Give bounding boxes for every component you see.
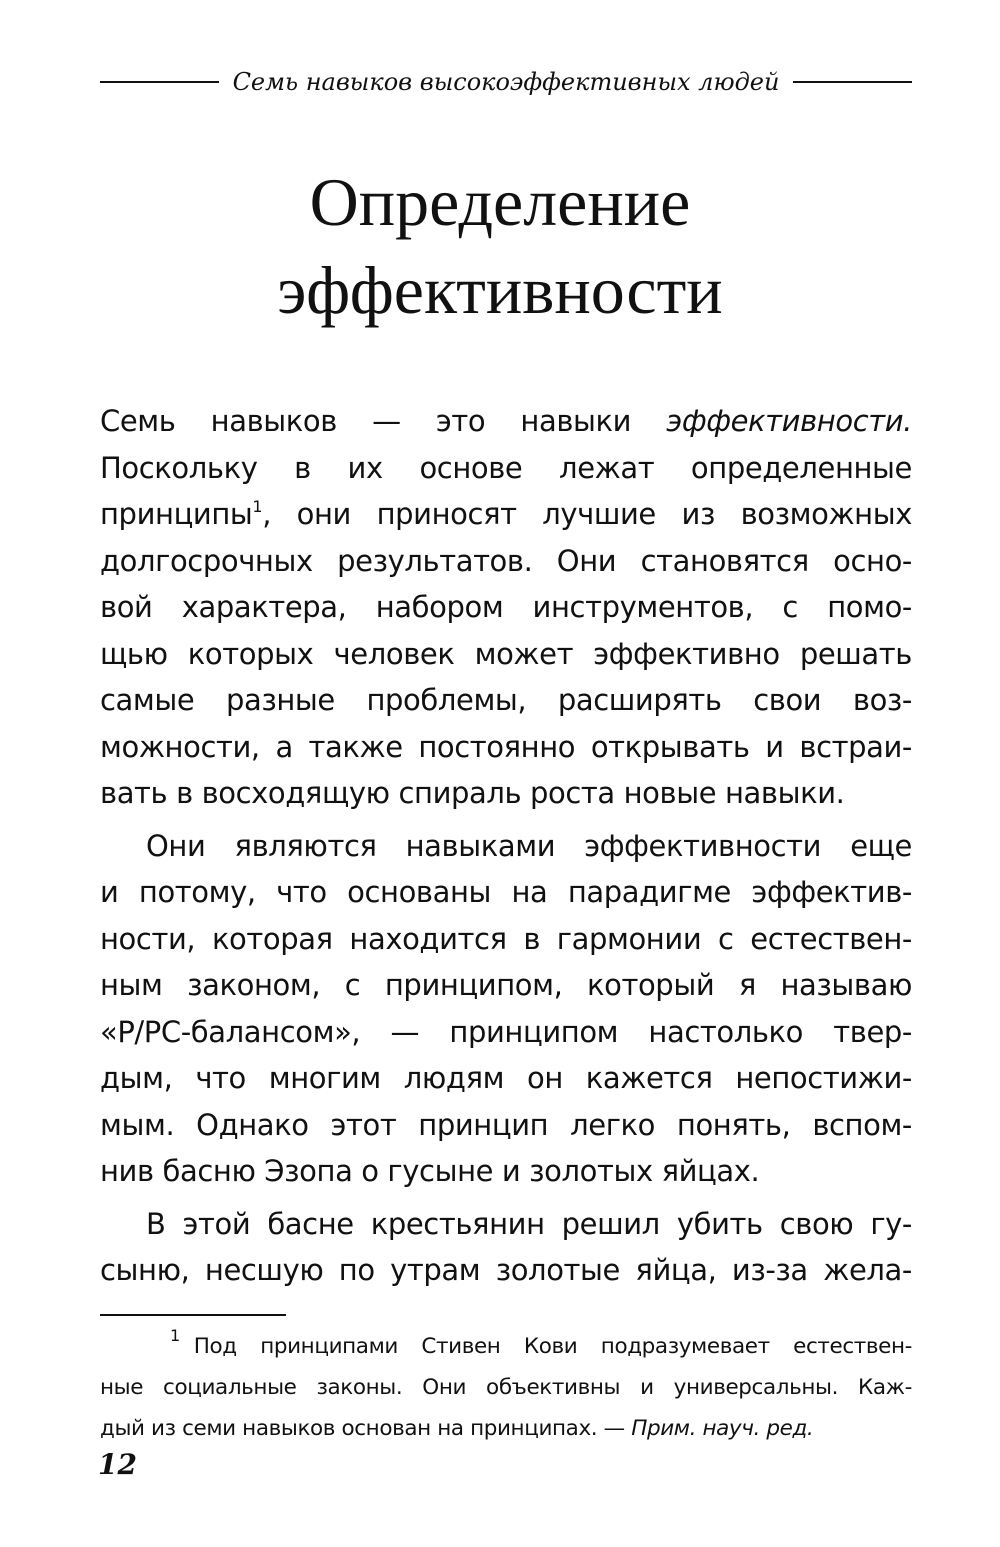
- line-text: «P/PC-балансом», — принципом настолько твер-: [100, 1014, 912, 1049]
- emphasis-text: эффективности.: [666, 404, 912, 438]
- line-text: щью которых человек может эффективно решать: [100, 636, 912, 671]
- page-number: 12: [98, 1448, 137, 1481]
- chapter-title: [0, 158, 1000, 334]
- line-text: ным законом, с принципом, который я называю: [100, 968, 912, 1002]
- line-text: вать в восходящую спираль роста новые навыки.: [100, 776, 845, 810]
- line-text: вой характера, набором инструментов, с помо-: [100, 590, 912, 624]
- paragraph: [100, 823, 912, 1195]
- line-text: и потому, что основаны на парадигме эффектив-: [100, 875, 912, 909]
- text-line: [100, 445, 912, 492]
- footnote-text: ные социальные законы. Они объективны и универсальны. Каж-: [100, 1375, 912, 1400]
- line-text: Семь навыков — это навыки: [100, 404, 667, 438]
- text-line: [100, 491, 912, 538]
- footnote-line: [100, 1367, 912, 1408]
- header-rule-left: [100, 81, 219, 83]
- footnote-line: [100, 1408, 912, 1449]
- text-line: [100, 770, 912, 817]
- line-text: ности, которая находится в гармонии с естествен-: [100, 921, 912, 956]
- footnote-reference: 1: [252, 497, 263, 516]
- running-header: [100, 68, 912, 96]
- running-title: Семь навыков высокоэффективных людей: [232, 68, 780, 96]
- footnote: [100, 1326, 912, 1449]
- text-line: [100, 1055, 912, 1102]
- text-line: [100, 1009, 912, 1056]
- chapter-title-line: эффективности: [277, 252, 723, 328]
- text-line: [100, 538, 912, 585]
- text-line: [100, 1102, 912, 1149]
- line-text: Поскольку в их основе лежат определенные: [100, 450, 912, 485]
- text-line: [100, 1201, 912, 1248]
- line-text: , они приносят лучшие из возможных: [262, 497, 912, 531]
- text-line: [100, 677, 912, 724]
- text-line: [100, 1148, 912, 1195]
- text-line: [100, 869, 912, 916]
- line-text: можности, а также постоянно открывать и встраи-: [100, 729, 912, 764]
- footnote-line: [100, 1326, 912, 1367]
- line-text: Они являются навыками эффективности еще: [146, 828, 912, 863]
- text-line: [100, 724, 912, 771]
- line-text: В этой басне крестьянин решил убить свою гу-: [146, 1206, 912, 1241]
- chapter-title-line: Определение: [309, 164, 691, 240]
- footnote-attribution: Прим. науч. ред.: [631, 1416, 814, 1441]
- line-text: нив басню Эзопа о гусыне и золотых яйцах.: [100, 1154, 760, 1188]
- footnote-text: Под принципами Стивен Кови подразумевает естествен-: [193, 1334, 912, 1359]
- line-text: самые разные проблемы, расширять свои воз-: [100, 683, 912, 717]
- text-line: [100, 823, 912, 870]
- line-text: принципы: [100, 497, 253, 531]
- footnote-text: дый из семи навыков основан на принципах. —: [100, 1416, 632, 1441]
- text-line: [100, 962, 912, 1009]
- text-line: [100, 1247, 912, 1294]
- text-line: [100, 916, 912, 963]
- paragraph: [100, 1201, 912, 1294]
- header-rule-right: [793, 81, 912, 83]
- line-text: дым, что многим людям он кажется непостижи-: [100, 1061, 912, 1095]
- line-text: долгосрочных результатов. Они становятся осно-: [100, 543, 912, 578]
- line-text: мым. Однако этот принцип легко понять, вспом-: [100, 1107, 912, 1142]
- footnote-rule: [100, 1314, 286, 1316]
- footnote-mark: 1: [170, 1326, 180, 1345]
- line-text: сыню, несшую по утрам золотые яйца, из-за жела-: [100, 1253, 912, 1287]
- text-line: [100, 631, 912, 678]
- text-line: [100, 398, 912, 445]
- paragraph: [100, 398, 912, 817]
- body-text: [100, 398, 912, 1300]
- text-line: [100, 584, 912, 631]
